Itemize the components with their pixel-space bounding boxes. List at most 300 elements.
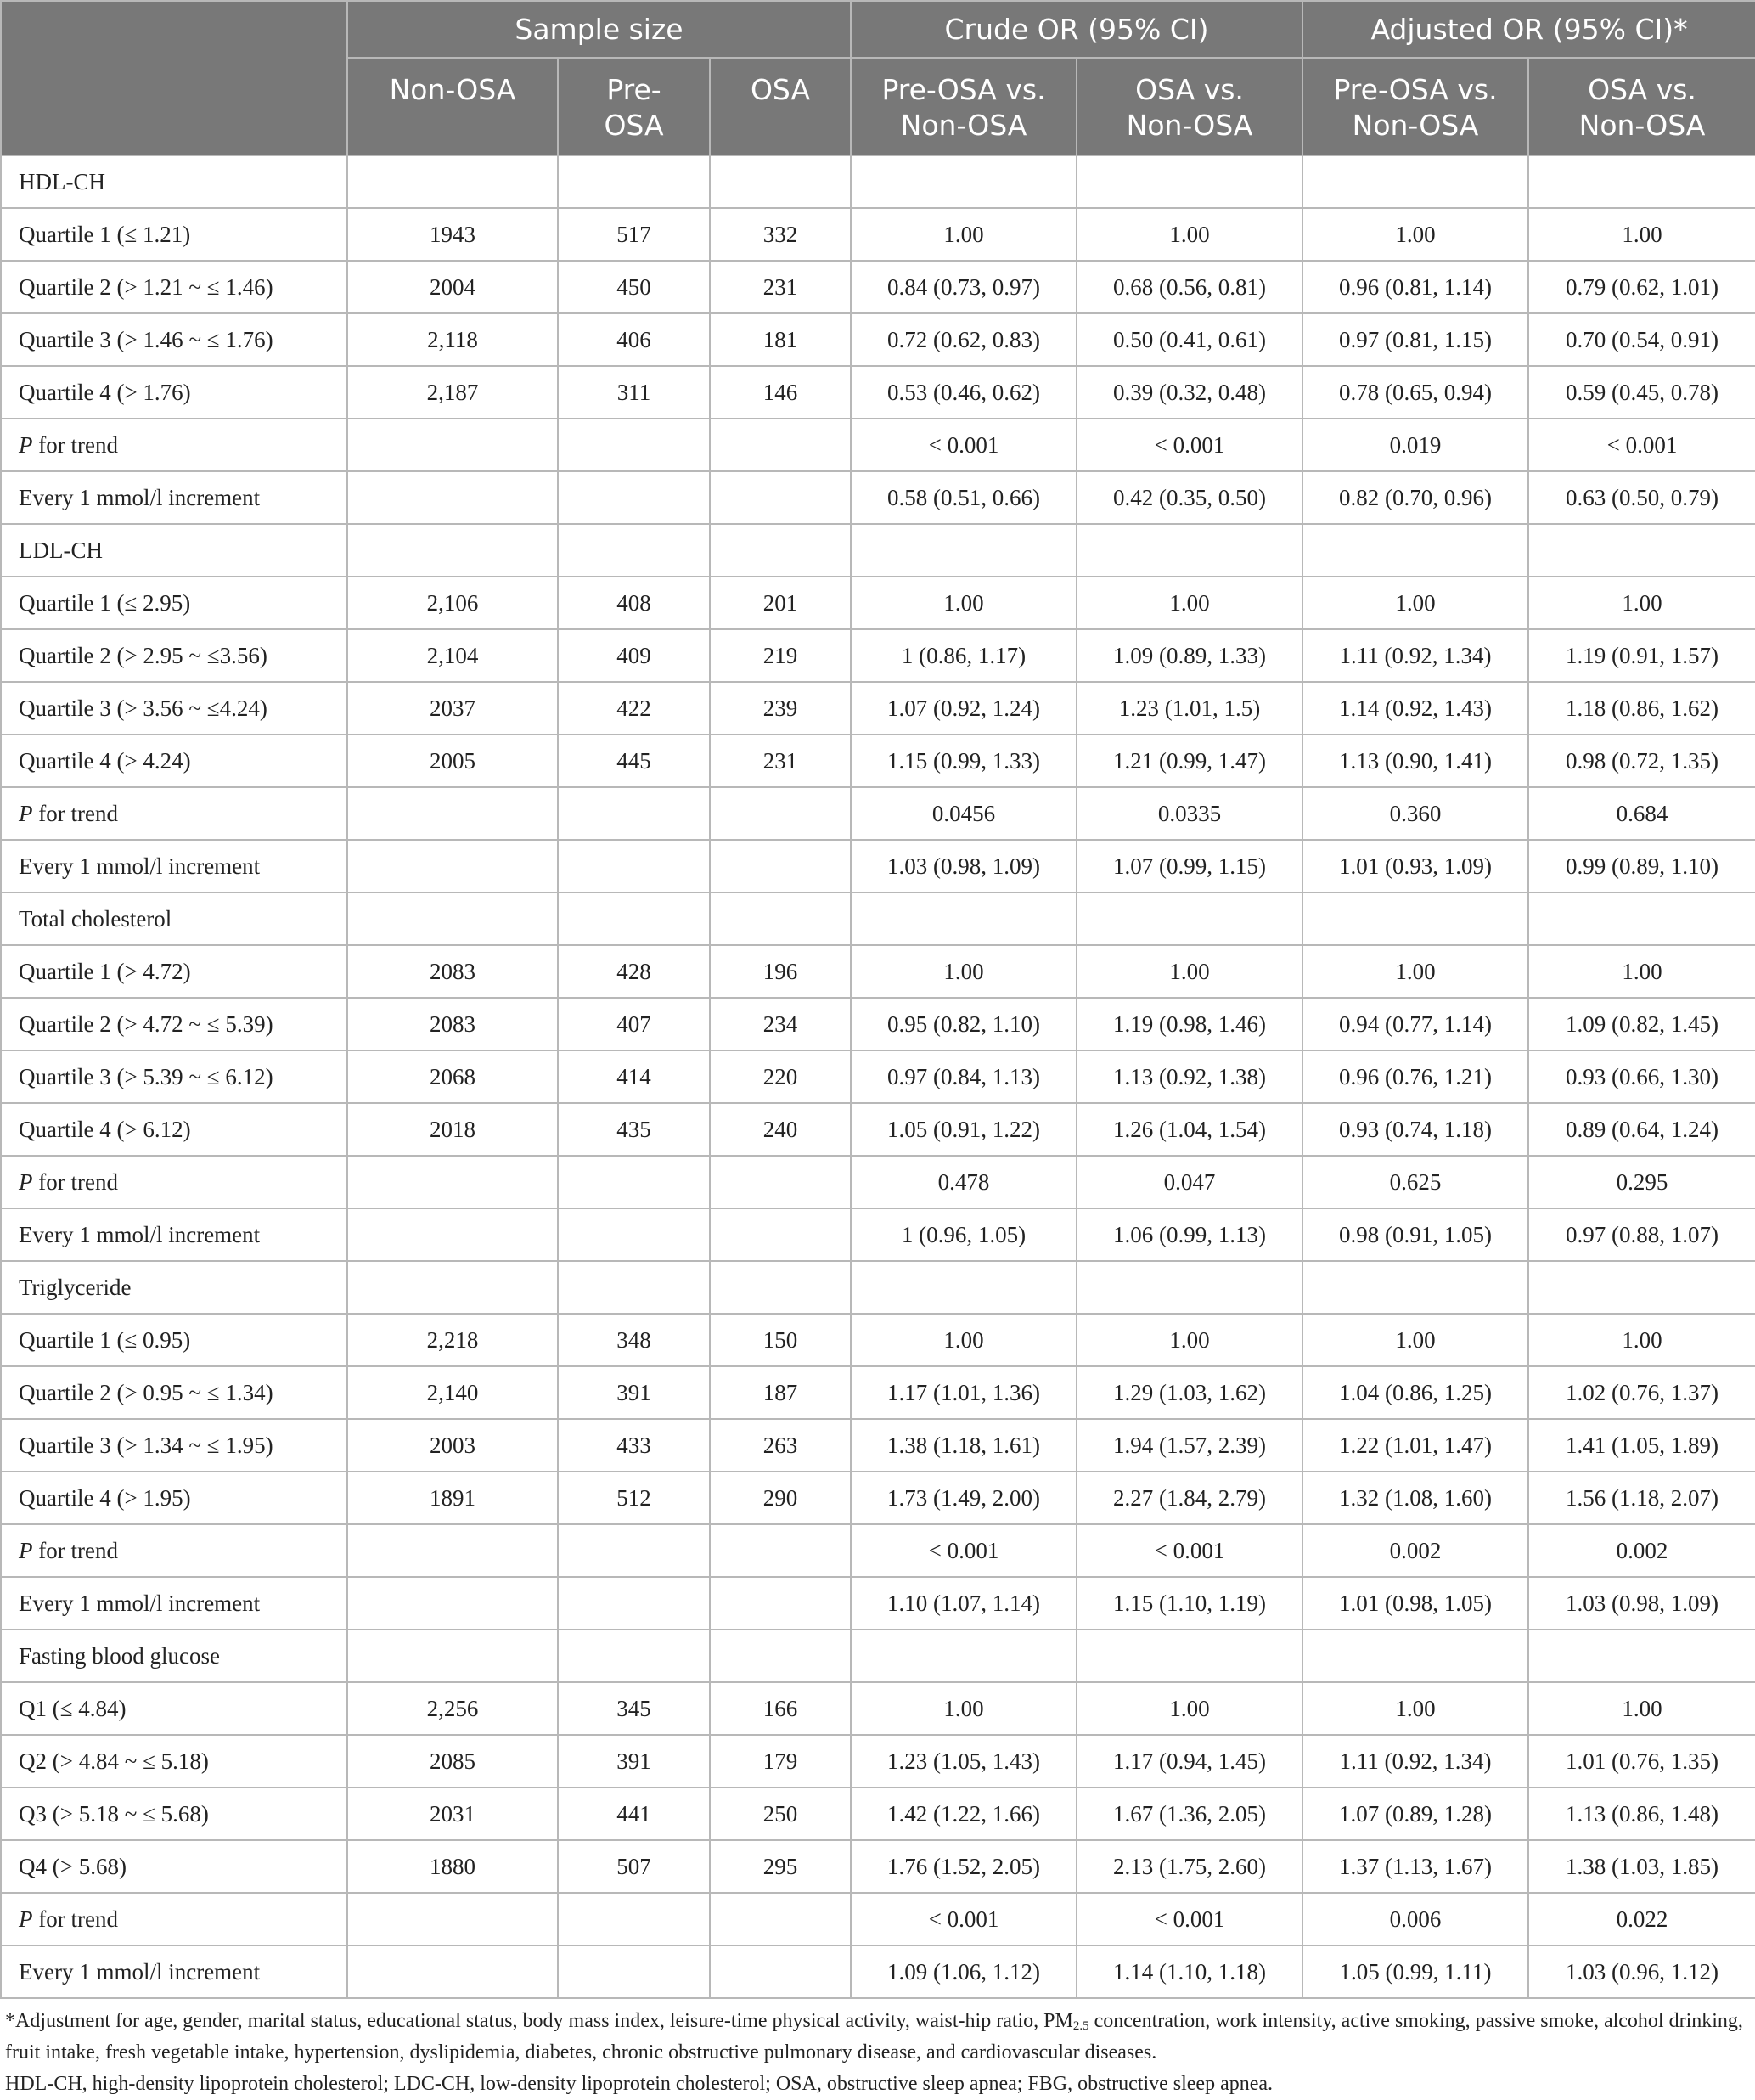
value-cell: 1.15 (0.99, 1.33) <box>851 735 1077 787</box>
value-cell <box>710 1577 851 1630</box>
value-cell: 1.02 (0.76, 1.37) <box>1528 1366 1755 1419</box>
value-cell: 391 <box>558 1366 710 1419</box>
value-cell <box>558 1945 710 1998</box>
value-cell <box>710 1208 851 1261</box>
header-row-groups <box>1 1 1755 58</box>
value-cell <box>851 1261 1077 1314</box>
header-col-adj-pre-osa: Pre-OSA vs. Non-OSA <box>1302 58 1528 155</box>
table-row <box>1 1682 1755 1735</box>
value-cell: 1.00 <box>1528 945 1755 998</box>
table-row <box>1 1050 1755 1103</box>
value-cell: 0.70 (0.54, 0.91) <box>1528 313 1755 366</box>
footnote-adjustment <box>5 2006 1743 2069</box>
header-crude-or: Crude OR (95% CI) <box>851 1 1302 58</box>
value-cell: 1.00 <box>1077 1314 1302 1366</box>
value-cell <box>347 1630 558 1682</box>
value-cell <box>347 1208 558 1261</box>
value-cell: 1.00 <box>1302 1314 1528 1366</box>
value-cell <box>558 1893 710 1945</box>
row-label-cell: Q4 (> 5.68) <box>1 1840 347 1893</box>
value-cell: 1.19 (0.98, 1.46) <box>1077 998 1302 1050</box>
value-cell: 181 <box>710 313 851 366</box>
value-cell: 1.00 <box>851 1314 1077 1366</box>
table-row <box>1 1577 1755 1630</box>
row-label-cell: Every 1 mmol/l increment <box>1 1208 347 1261</box>
row-label-cell: Quartile 1 (≤ 1.21) <box>1 208 347 261</box>
value-cell: 1.17 (0.94, 1.45) <box>1077 1735 1302 1788</box>
value-cell: 1.41 (1.05, 1.89) <box>1528 1419 1755 1472</box>
table-row <box>1 1840 1755 1893</box>
value-cell: 231 <box>710 735 851 787</box>
value-cell: 450 <box>558 261 710 313</box>
p-italic: P <box>19 1168 33 1195</box>
value-cell: 1.07 (0.89, 1.28) <box>1302 1788 1528 1840</box>
value-cell: 0.53 (0.46, 0.62) <box>851 366 1077 419</box>
value-cell <box>851 892 1077 945</box>
row-label-cell: Quartile 3 (> 1.46 ~ ≤ 1.76) <box>1 313 347 366</box>
value-cell <box>558 1156 710 1208</box>
value-cell: 1.23 (1.05, 1.43) <box>851 1735 1077 1788</box>
value-cell: 1.00 <box>1302 577 1528 629</box>
value-cell: 1.29 (1.03, 1.62) <box>1077 1366 1302 1419</box>
value-cell: 1.15 (1.10, 1.19) <box>1077 1577 1302 1630</box>
row-label-cell: Triglyceride <box>1 1261 347 1314</box>
value-cell: 187 <box>710 1366 851 1419</box>
value-cell <box>1302 1261 1528 1314</box>
value-cell <box>1077 1261 1302 1314</box>
value-cell: 2005 <box>347 735 558 787</box>
value-cell: 0.68 (0.56, 0.81) <box>1077 261 1302 313</box>
value-cell: 0.63 (0.50, 0.79) <box>1528 471 1755 524</box>
value-cell: 0.96 (0.81, 1.14) <box>1302 261 1528 313</box>
value-cell: 1.00 <box>1077 208 1302 261</box>
value-cell: 1.42 (1.22, 1.66) <box>851 1788 1077 1840</box>
value-cell: 1.17 (1.01, 1.36) <box>851 1366 1077 1419</box>
value-cell: 250 <box>710 1788 851 1840</box>
value-cell: 196 <box>710 945 851 998</box>
value-cell: 1.01 (0.76, 1.35) <box>1528 1735 1755 1788</box>
table-row <box>1 1208 1755 1261</box>
row-label-cell: Quartile 2 (> 2.95 ~ ≤3.56) <box>1 629 347 682</box>
value-cell: 220 <box>710 1050 851 1103</box>
table-row <box>1 629 1755 682</box>
row-label-cell: Every 1 mmol/l increment <box>1 840 347 892</box>
value-cell <box>1302 892 1528 945</box>
value-cell: 1.14 (0.92, 1.43) <box>1302 682 1528 735</box>
value-cell: 0.82 (0.70, 0.96) <box>1302 471 1528 524</box>
table-row <box>1 1472 1755 1524</box>
value-cell: 0.89 (0.64, 1.24) <box>1528 1103 1755 1156</box>
value-cell: 1880 <box>347 1840 558 1893</box>
value-cell <box>1077 892 1302 945</box>
value-cell: 1.01 (0.93, 1.09) <box>1302 840 1528 892</box>
value-cell: 0.96 (0.76, 1.21) <box>1302 1050 1528 1103</box>
table-row <box>1 1419 1755 1472</box>
table-row <box>1 261 1755 313</box>
row-label-cell: Every 1 mmol/l increment <box>1 1945 347 1998</box>
value-cell: 0.97 (0.88, 1.07) <box>1528 1208 1755 1261</box>
value-cell: 445 <box>558 735 710 787</box>
value-cell: 0.39 (0.32, 0.48) <box>1077 366 1302 419</box>
value-cell <box>347 419 558 471</box>
value-cell: 1.03 (0.98, 1.09) <box>1528 1577 1755 1630</box>
value-cell: 1.38 (1.18, 1.61) <box>851 1419 1077 1472</box>
value-cell: 2,140 <box>347 1366 558 1419</box>
value-cell: 348 <box>558 1314 710 1366</box>
table-row <box>1 1261 1755 1314</box>
table-body <box>1 155 1755 1998</box>
table-row <box>1 787 1755 840</box>
value-cell: 406 <box>558 313 710 366</box>
table-row <box>1 208 1755 261</box>
value-cell: 1.13 (0.92, 1.38) <box>1077 1050 1302 1103</box>
value-cell: 433 <box>558 1419 710 1472</box>
value-cell <box>558 1630 710 1682</box>
footnote-adjustment-text-cont: concentration, work intensity, active smoking, passive smoke, alcohol drinking, fruit intake, fresh vegetable intake, hypertension, dyslipidemia, diabetes, chronic obstructive pulmonary disease, and cardiovascular diseases. <box>5 2010 1743 2063</box>
value-cell: 1.10 (1.07, 1.14) <box>851 1577 1077 1630</box>
value-cell: 2,118 <box>347 313 558 366</box>
value-cell: 507 <box>558 1840 710 1893</box>
value-cell: 2018 <box>347 1103 558 1156</box>
value-cell <box>558 892 710 945</box>
value-cell <box>1528 155 1755 208</box>
value-cell <box>347 840 558 892</box>
header-col-osa: OSA <box>710 58 851 155</box>
header-adjusted-or: Adjusted OR (95% CI)* <box>1302 1 1755 58</box>
value-cell: 1.00 <box>1528 1314 1755 1366</box>
value-cell: 201 <box>710 577 851 629</box>
value-cell: 2037 <box>347 682 558 735</box>
value-cell <box>710 419 851 471</box>
value-cell: 1.07 (0.92, 1.24) <box>851 682 1077 735</box>
value-cell: 263 <box>710 1419 851 1472</box>
value-cell: 0.72 (0.62, 0.83) <box>851 313 1077 366</box>
value-cell <box>347 787 558 840</box>
value-cell <box>710 1945 851 1998</box>
value-cell: 1.00 <box>1077 945 1302 998</box>
value-cell: 1.00 <box>1302 1682 1528 1735</box>
value-cell <box>710 1261 851 1314</box>
value-cell: 1.76 (1.52, 2.05) <box>851 1840 1077 1893</box>
value-cell: 1.00 <box>1077 577 1302 629</box>
value-cell <box>851 155 1077 208</box>
value-cell <box>558 840 710 892</box>
row-label-cell: Quartile 2 (> 0.95 ~ ≤ 1.34) <box>1 1366 347 1419</box>
row-label-cell: Quartile 3 (> 1.34 ~ ≤ 1.95) <box>1 1419 347 1472</box>
row-label-cell: Quartile 2 (> 4.72 ~ ≤ 5.39) <box>1 998 347 1050</box>
value-cell: 1 (0.86, 1.17) <box>851 629 1077 682</box>
value-cell <box>347 1524 558 1577</box>
value-cell <box>558 1208 710 1261</box>
row-label-cell: Quartile 1 (≤ 2.95) <box>1 577 347 629</box>
table-row <box>1 366 1755 419</box>
value-cell: 1.09 (0.89, 1.33) <box>1077 629 1302 682</box>
value-cell: 1.00 <box>1528 1682 1755 1735</box>
row-label-cell: Fasting blood glucose <box>1 1630 347 1682</box>
value-cell: 1.00 <box>1077 1682 1302 1735</box>
table-row <box>1 155 1755 208</box>
value-cell: 1.19 (0.91, 1.57) <box>1528 629 1755 682</box>
table-row <box>1 1156 1755 1208</box>
value-cell <box>347 1577 558 1630</box>
value-cell: 1.03 (0.96, 1.12) <box>1528 1945 1755 1998</box>
value-cell: 1.21 (0.99, 1.47) <box>1077 735 1302 787</box>
value-cell <box>851 1630 1077 1682</box>
table-row <box>1 892 1755 945</box>
value-cell: 0.79 (0.62, 1.01) <box>1528 261 1755 313</box>
value-cell: 1.05 (0.99, 1.11) <box>1302 1945 1528 1998</box>
value-cell: 146 <box>710 366 851 419</box>
value-cell: 1.11 (0.92, 1.34) <box>1302 1735 1528 1788</box>
p-italic: P <box>19 431 33 458</box>
value-cell <box>710 1630 851 1682</box>
value-cell: 391 <box>558 1735 710 1788</box>
value-cell: 2083 <box>347 998 558 1050</box>
header-col-crude-osa: OSA vs. Non-OSA <box>1077 58 1302 155</box>
value-cell: 2003 <box>347 1419 558 1472</box>
value-cell: 2,256 <box>347 1682 558 1735</box>
table-row <box>1 1893 1755 1945</box>
value-cell: 150 <box>710 1314 851 1366</box>
p-italic: P <box>19 1537 33 1563</box>
value-cell: 0.50 (0.41, 0.61) <box>1077 313 1302 366</box>
value-cell: 1943 <box>347 208 558 261</box>
table-row <box>1 682 1755 735</box>
table-row <box>1 1630 1755 1682</box>
value-cell: 231 <box>710 261 851 313</box>
value-cell: 2,218 <box>347 1314 558 1366</box>
value-cell <box>558 1577 710 1630</box>
value-cell: 408 <box>558 577 710 629</box>
value-cell: 0.59 (0.45, 0.78) <box>1528 366 1755 419</box>
value-cell: 239 <box>710 682 851 735</box>
value-cell <box>1077 1630 1302 1682</box>
value-cell: 1.00 <box>851 577 1077 629</box>
value-cell: 1.09 (1.06, 1.12) <box>851 1945 1077 1998</box>
row-label-cell: P for trend <box>1 787 347 840</box>
row-label-cell: Quartile 4 (> 6.12) <box>1 1103 347 1156</box>
value-cell: 1.06 (0.99, 1.13) <box>1077 1208 1302 1261</box>
value-cell <box>347 1893 558 1945</box>
value-cell: 2031 <box>347 1788 558 1840</box>
value-cell: 0.478 <box>851 1156 1077 1208</box>
value-cell: 0.84 (0.73, 0.97) <box>851 261 1077 313</box>
value-cell: 1.00 <box>851 1682 1077 1735</box>
table-row <box>1 1314 1755 1366</box>
value-cell: 1.07 (0.99, 1.15) <box>1077 840 1302 892</box>
value-cell: 0.360 <box>1302 787 1528 840</box>
value-cell <box>347 471 558 524</box>
value-cell: 0.99 (0.89, 1.10) <box>1528 840 1755 892</box>
value-cell: 290 <box>710 1472 851 1524</box>
value-cell: 1.00 <box>1302 208 1528 261</box>
value-cell <box>710 840 851 892</box>
row-label-cell: P for trend <box>1 419 347 471</box>
table-row <box>1 1945 1755 1998</box>
value-cell: 2085 <box>347 1735 558 1788</box>
table-row <box>1 1735 1755 1788</box>
value-cell: 166 <box>710 1682 851 1735</box>
value-cell <box>347 892 558 945</box>
header-sample-size: Sample size <box>347 1 851 58</box>
table-row <box>1 1524 1755 1577</box>
value-cell: 2,104 <box>347 629 558 682</box>
header-blank-cell <box>1 1 347 155</box>
value-cell <box>710 1156 851 1208</box>
value-cell <box>1528 1261 1755 1314</box>
value-cell: 0.047 <box>1077 1156 1302 1208</box>
value-cell: 1.09 (0.82, 1.45) <box>1528 998 1755 1050</box>
value-cell: 0.98 (0.72, 1.35) <box>1528 735 1755 787</box>
value-cell: 1 (0.96, 1.05) <box>851 1208 1077 1261</box>
value-cell: 2004 <box>347 261 558 313</box>
value-cell <box>1528 1630 1755 1682</box>
value-cell: 311 <box>558 366 710 419</box>
footnote-abbreviations: HDL-CH, high-density lipoprotein cholesterol; LDC-CH, low-density lipoprotein cholesterol; OSA, obstructive sleep apnea; FBG, obstructive sleep apnea. <box>5 2073 1274 2095</box>
value-cell <box>558 155 710 208</box>
row-label-cell: Quartile 4 (> 1.95) <box>1 1472 347 1524</box>
value-cell: 1.14 (1.10, 1.18) <box>1077 1945 1302 1998</box>
value-cell <box>558 1524 710 1577</box>
row-label-cell: Quartile 1 (≤ 0.95) <box>1 1314 347 1366</box>
row-label-cell: Quartile 3 (> 5.39 ~ ≤ 6.12) <box>1 1050 347 1103</box>
value-cell <box>1302 155 1528 208</box>
table-row <box>1 524 1755 577</box>
table-row <box>1 471 1755 524</box>
table-row <box>1 998 1755 1050</box>
value-cell: 1.73 (1.49, 2.00) <box>851 1472 1077 1524</box>
value-cell <box>347 1261 558 1314</box>
value-cell: 512 <box>558 1472 710 1524</box>
value-cell: 0.78 (0.65, 0.94) <box>1302 366 1528 419</box>
value-cell: 1.56 (1.18, 2.07) <box>1528 1472 1755 1524</box>
value-cell: 0.42 (0.35, 0.50) <box>1077 471 1302 524</box>
value-cell: 1.05 (0.91, 1.22) <box>851 1103 1077 1156</box>
value-cell: 1.22 (1.01, 1.47) <box>1302 1419 1528 1472</box>
row-label-cell: Quartile 4 (> 4.24) <box>1 735 347 787</box>
table-row <box>1 577 1755 629</box>
value-cell: 219 <box>710 629 851 682</box>
value-cell <box>1302 1630 1528 1682</box>
value-cell: < 0.001 <box>1077 1893 1302 1945</box>
value-cell: 1.00 <box>851 945 1077 998</box>
value-cell <box>710 787 851 840</box>
value-cell: 407 <box>558 998 710 1050</box>
value-cell <box>710 1524 851 1577</box>
value-cell: 1.00 <box>1528 577 1755 629</box>
value-cell: 2.27 (1.84, 2.79) <box>1077 1472 1302 1524</box>
value-cell: 0.93 (0.74, 1.18) <box>1302 1103 1528 1156</box>
value-cell: < 0.001 <box>851 1524 1077 1577</box>
value-cell: 1.38 (1.03, 1.85) <box>1528 1840 1755 1893</box>
value-cell: 1.94 (1.57, 2.39) <box>1077 1419 1302 1472</box>
value-cell: 0.019 <box>1302 419 1528 471</box>
value-cell: 0.0335 <box>1077 787 1302 840</box>
value-cell: 295 <box>710 1840 851 1893</box>
value-cell: 0.97 (0.81, 1.15) <box>1302 313 1528 366</box>
value-cell <box>710 155 851 208</box>
value-cell: 0.684 <box>1528 787 1755 840</box>
row-label-cell: LDL-CH <box>1 524 347 577</box>
table-row <box>1 313 1755 366</box>
value-cell: 2083 <box>347 945 558 998</box>
footnote-pm-subscript: 2.5 <box>1072 2019 1089 2033</box>
value-cell: 2,106 <box>347 577 558 629</box>
value-cell: 0.0456 <box>851 787 1077 840</box>
value-cell <box>710 892 851 945</box>
row-label-cell: Every 1 mmol/l increment <box>1 1577 347 1630</box>
value-cell: 1.37 (1.13, 1.67) <box>1302 1840 1528 1893</box>
value-cell <box>558 471 710 524</box>
value-cell: 1.00 <box>1528 208 1755 261</box>
value-cell <box>558 787 710 840</box>
header-col-crude-pre-osa: Pre-OSA vs. Non-OSA <box>851 58 1077 155</box>
value-cell: 2.13 (1.75, 2.60) <box>1077 1840 1302 1893</box>
value-cell: 332 <box>710 208 851 261</box>
value-cell: 1.13 (0.86, 1.48) <box>1528 1788 1755 1840</box>
value-cell: < 0.001 <box>851 419 1077 471</box>
table-row <box>1 840 1755 892</box>
value-cell: 1.04 (0.86, 1.25) <box>1302 1366 1528 1419</box>
value-cell: 0.94 (0.77, 1.14) <box>1302 998 1528 1050</box>
table-row <box>1 945 1755 998</box>
value-cell <box>1077 155 1302 208</box>
value-cell: 1.13 (0.90, 1.41) <box>1302 735 1528 787</box>
row-label-cell: Quartile 4 (> 1.76) <box>1 366 347 419</box>
row-label-cell: P for trend <box>1 1156 347 1208</box>
header-col-pre-osa: Pre- OSA <box>558 58 710 155</box>
value-cell <box>710 1893 851 1945</box>
value-cell: 0.002 <box>1302 1524 1528 1577</box>
value-cell: 1.11 (0.92, 1.34) <box>1302 629 1528 682</box>
row-label-cell: Quartile 3 (> 3.56 ~ ≤4.24) <box>1 682 347 735</box>
value-cell <box>347 155 558 208</box>
value-cell <box>710 524 851 577</box>
value-cell: 179 <box>710 1735 851 1788</box>
value-cell: 1.03 (0.98, 1.09) <box>851 840 1077 892</box>
row-label-cell: Total cholesterol <box>1 892 347 945</box>
value-cell: 1891 <box>347 1472 558 1524</box>
value-cell: 240 <box>710 1103 851 1156</box>
table-row <box>1 1366 1755 1419</box>
table-row <box>1 419 1755 471</box>
header-col-adj-osa: OSA vs. Non-OSA <box>1528 58 1755 155</box>
row-label-cell: Quartile 2 (> 1.21 ~ ≤ 1.46) <box>1 261 347 313</box>
value-cell: 0.006 <box>1302 1893 1528 1945</box>
value-cell: 2,187 <box>347 366 558 419</box>
value-cell: 409 <box>558 629 710 682</box>
table-row <box>1 735 1755 787</box>
value-cell: 1.23 (1.01, 1.5) <box>1077 682 1302 735</box>
value-cell <box>347 524 558 577</box>
value-cell: 0.98 (0.91, 1.05) <box>1302 1208 1528 1261</box>
value-cell: 2068 <box>347 1050 558 1103</box>
row-label-cell: Q2 (> 4.84 ~ ≤ 5.18) <box>1 1735 347 1788</box>
value-cell: 435 <box>558 1103 710 1156</box>
p-italic: P <box>19 1906 33 1932</box>
value-cell <box>347 1156 558 1208</box>
value-cell: 234 <box>710 998 851 1050</box>
value-cell: 0.97 (0.84, 1.13) <box>851 1050 1077 1103</box>
row-label-cell: P for trend <box>1 1524 347 1577</box>
value-cell: 441 <box>558 1788 710 1840</box>
value-cell <box>558 1261 710 1314</box>
p-italic: P <box>19 800 33 826</box>
value-cell: 0.625 <box>1302 1156 1528 1208</box>
header-col-non-osa: Non-OSA <box>347 58 558 155</box>
footnote <box>5 2006 1743 2100</box>
value-cell: 0.295 <box>1528 1156 1755 1208</box>
